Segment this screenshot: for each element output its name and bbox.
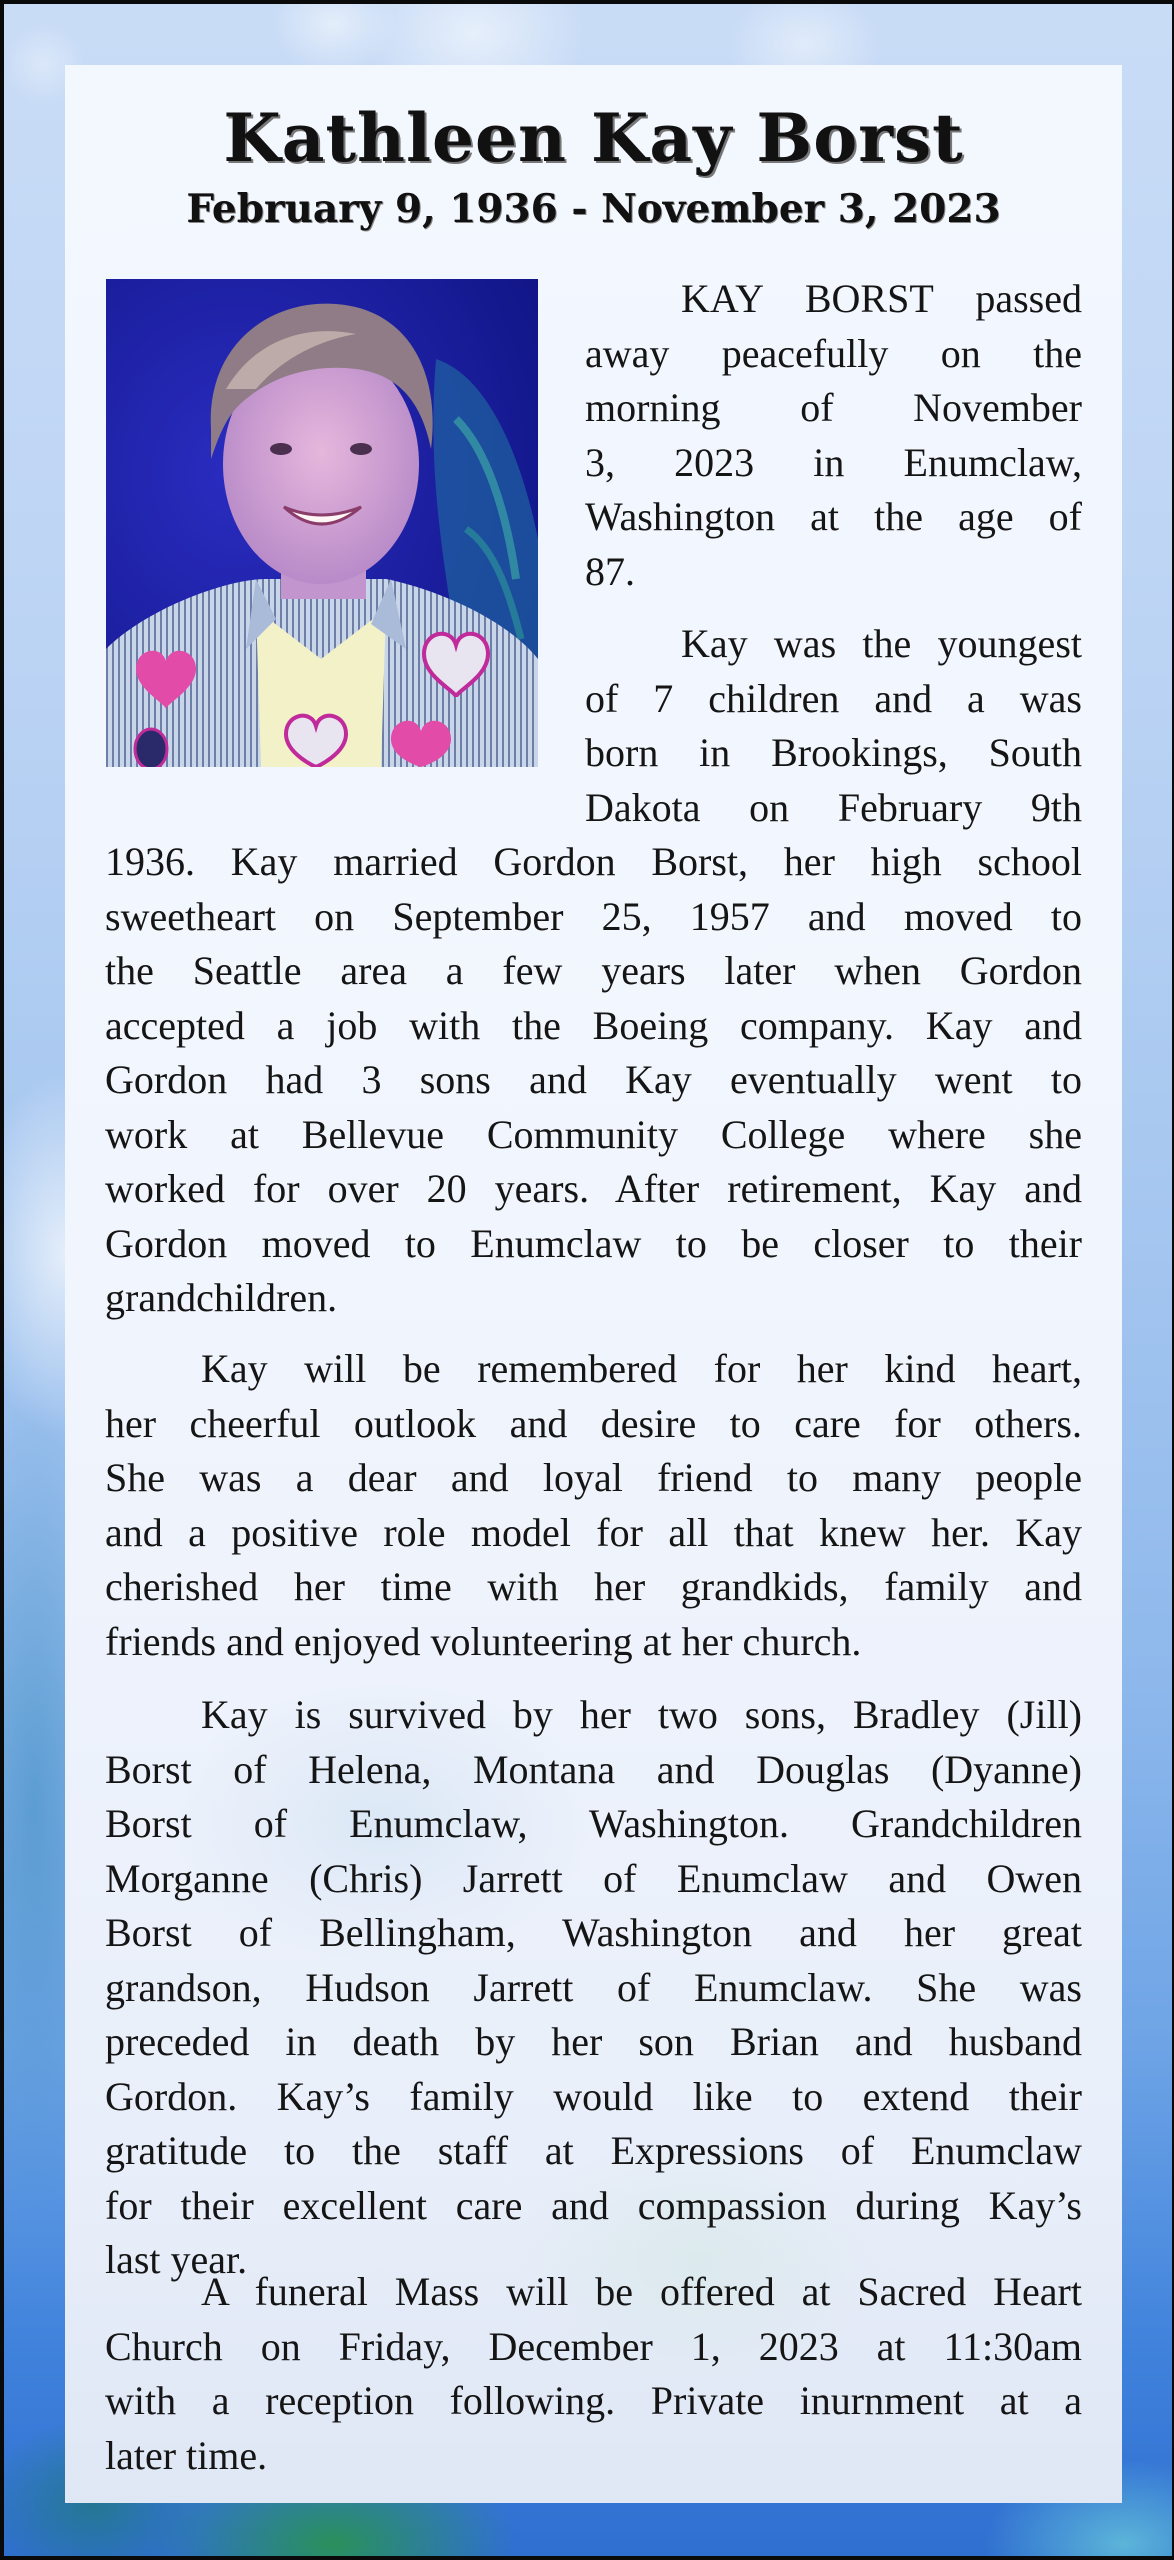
intro-line: 3, 2023 in Enumclaw, [585,439,1082,485]
obituary-panel [65,65,1122,2503]
para3-line: and a positive role model for all that knew her. Kay [105,1509,1082,1555]
intro-line: KAY BORST passed [681,276,1082,321]
paragraph-service [105,2265,1082,2483]
intro-line: 87. [585,548,635,594]
para2-line: the Seattle area a few years later when Gordon [105,948,1082,993]
para2-line: of 7 children and a was [585,675,1082,721]
para4-line: Borst of Bellingham, Washington and her great [105,1910,1082,1955]
para4-line: grandson, Hudson Jarrett of Enumclaw. She was [105,1964,1082,2010]
para5-line: with a reception following. Private inurnment at a [105,2378,1082,2423]
intro-column [585,272,1082,835]
para4-line: preceded in death by her son Brian and husband [105,2019,1082,2064]
para2-line: Gordon moved to Enumclaw to be closer to their [105,1220,1082,1266]
para4-line: Gordon. Kay’s family would like to extend their [105,2073,1082,2119]
para4-line: for their excellent care and compassion during Kay’s [105,2182,1082,2228]
para2-line: sweetheart on September 25, 1957 and moved to [105,893,1082,939]
deceased-name: Kathleen Kay Borst [223,99,964,177]
para3-line: her cheerful outlook and desire to care for others. [105,1400,1082,1446]
para5-line: Church on Friday, December 1, 2023 at 11:30am [105,2323,1082,2369]
para2-line: Kay was the youngest [681,621,1082,666]
portrait-photo [106,279,538,767]
para4-line: Morganne (Chris) Jarrett of Enumclaw and Owen [105,1855,1082,1901]
intro-line: away peacefully on the [585,330,1082,376]
para3-line: Kay will be remembered for her kind heart, [201,1346,1082,1391]
paragraph-early-life [105,835,1082,1326]
para2-line: work at Bellevue Community College where she [105,1111,1082,1157]
para5-line: later time. [105,2432,268,2478]
intro-line: Washington at the age of [585,494,1082,539]
para4-line: Borst of Helena, Montana and Douglas (Dyanne) [105,1746,1082,1792]
para2-line: accepted a job with the Boeing company. Kay and [105,1002,1082,1048]
paragraph-remembrance [105,1342,1082,1669]
para4-line: Kay is survived by her two sons, Bradley (Jill) [201,1692,1082,1737]
para4-line: Borst of Enumclaw, Washington. Grandchildren [105,1801,1082,1846]
para3-line: cherished her time with her grandkids, family and [105,1564,1082,1609]
para3-line: friends and enjoyed volunteering at her church. [105,1618,862,1664]
paragraph-survivors [105,1688,1082,2288]
para4-line: gratitude to the staff at Expressions of Enumclaw [105,2128,1082,2173]
portrait-image [106,279,538,767]
para3-line: She was a dear and loyal friend to many people [105,1455,1082,1500]
para4-line: last year. [105,2237,248,2282]
para2-line: 1936. Kay married Gordon Borst, her high school [105,839,1082,884]
para2-line: Gordon had 3 sons and Kay eventually went to [105,1057,1082,1102]
life-dates: February 9, 1936 - November 3, 2023 [186,186,1001,232]
para2-line: Dakota on February 9th [585,784,1082,830]
para5-line: A funeral Mass will be offered at Sacred Heart [201,2269,1082,2314]
para2-line: grandchildren. [105,1275,338,1320]
intro-line: morning of November [585,385,1082,430]
para2-line: born in Brookings, South [585,730,1082,775]
para2-line: worked for over 20 years. After retirement, Kay and [105,1166,1082,1211]
